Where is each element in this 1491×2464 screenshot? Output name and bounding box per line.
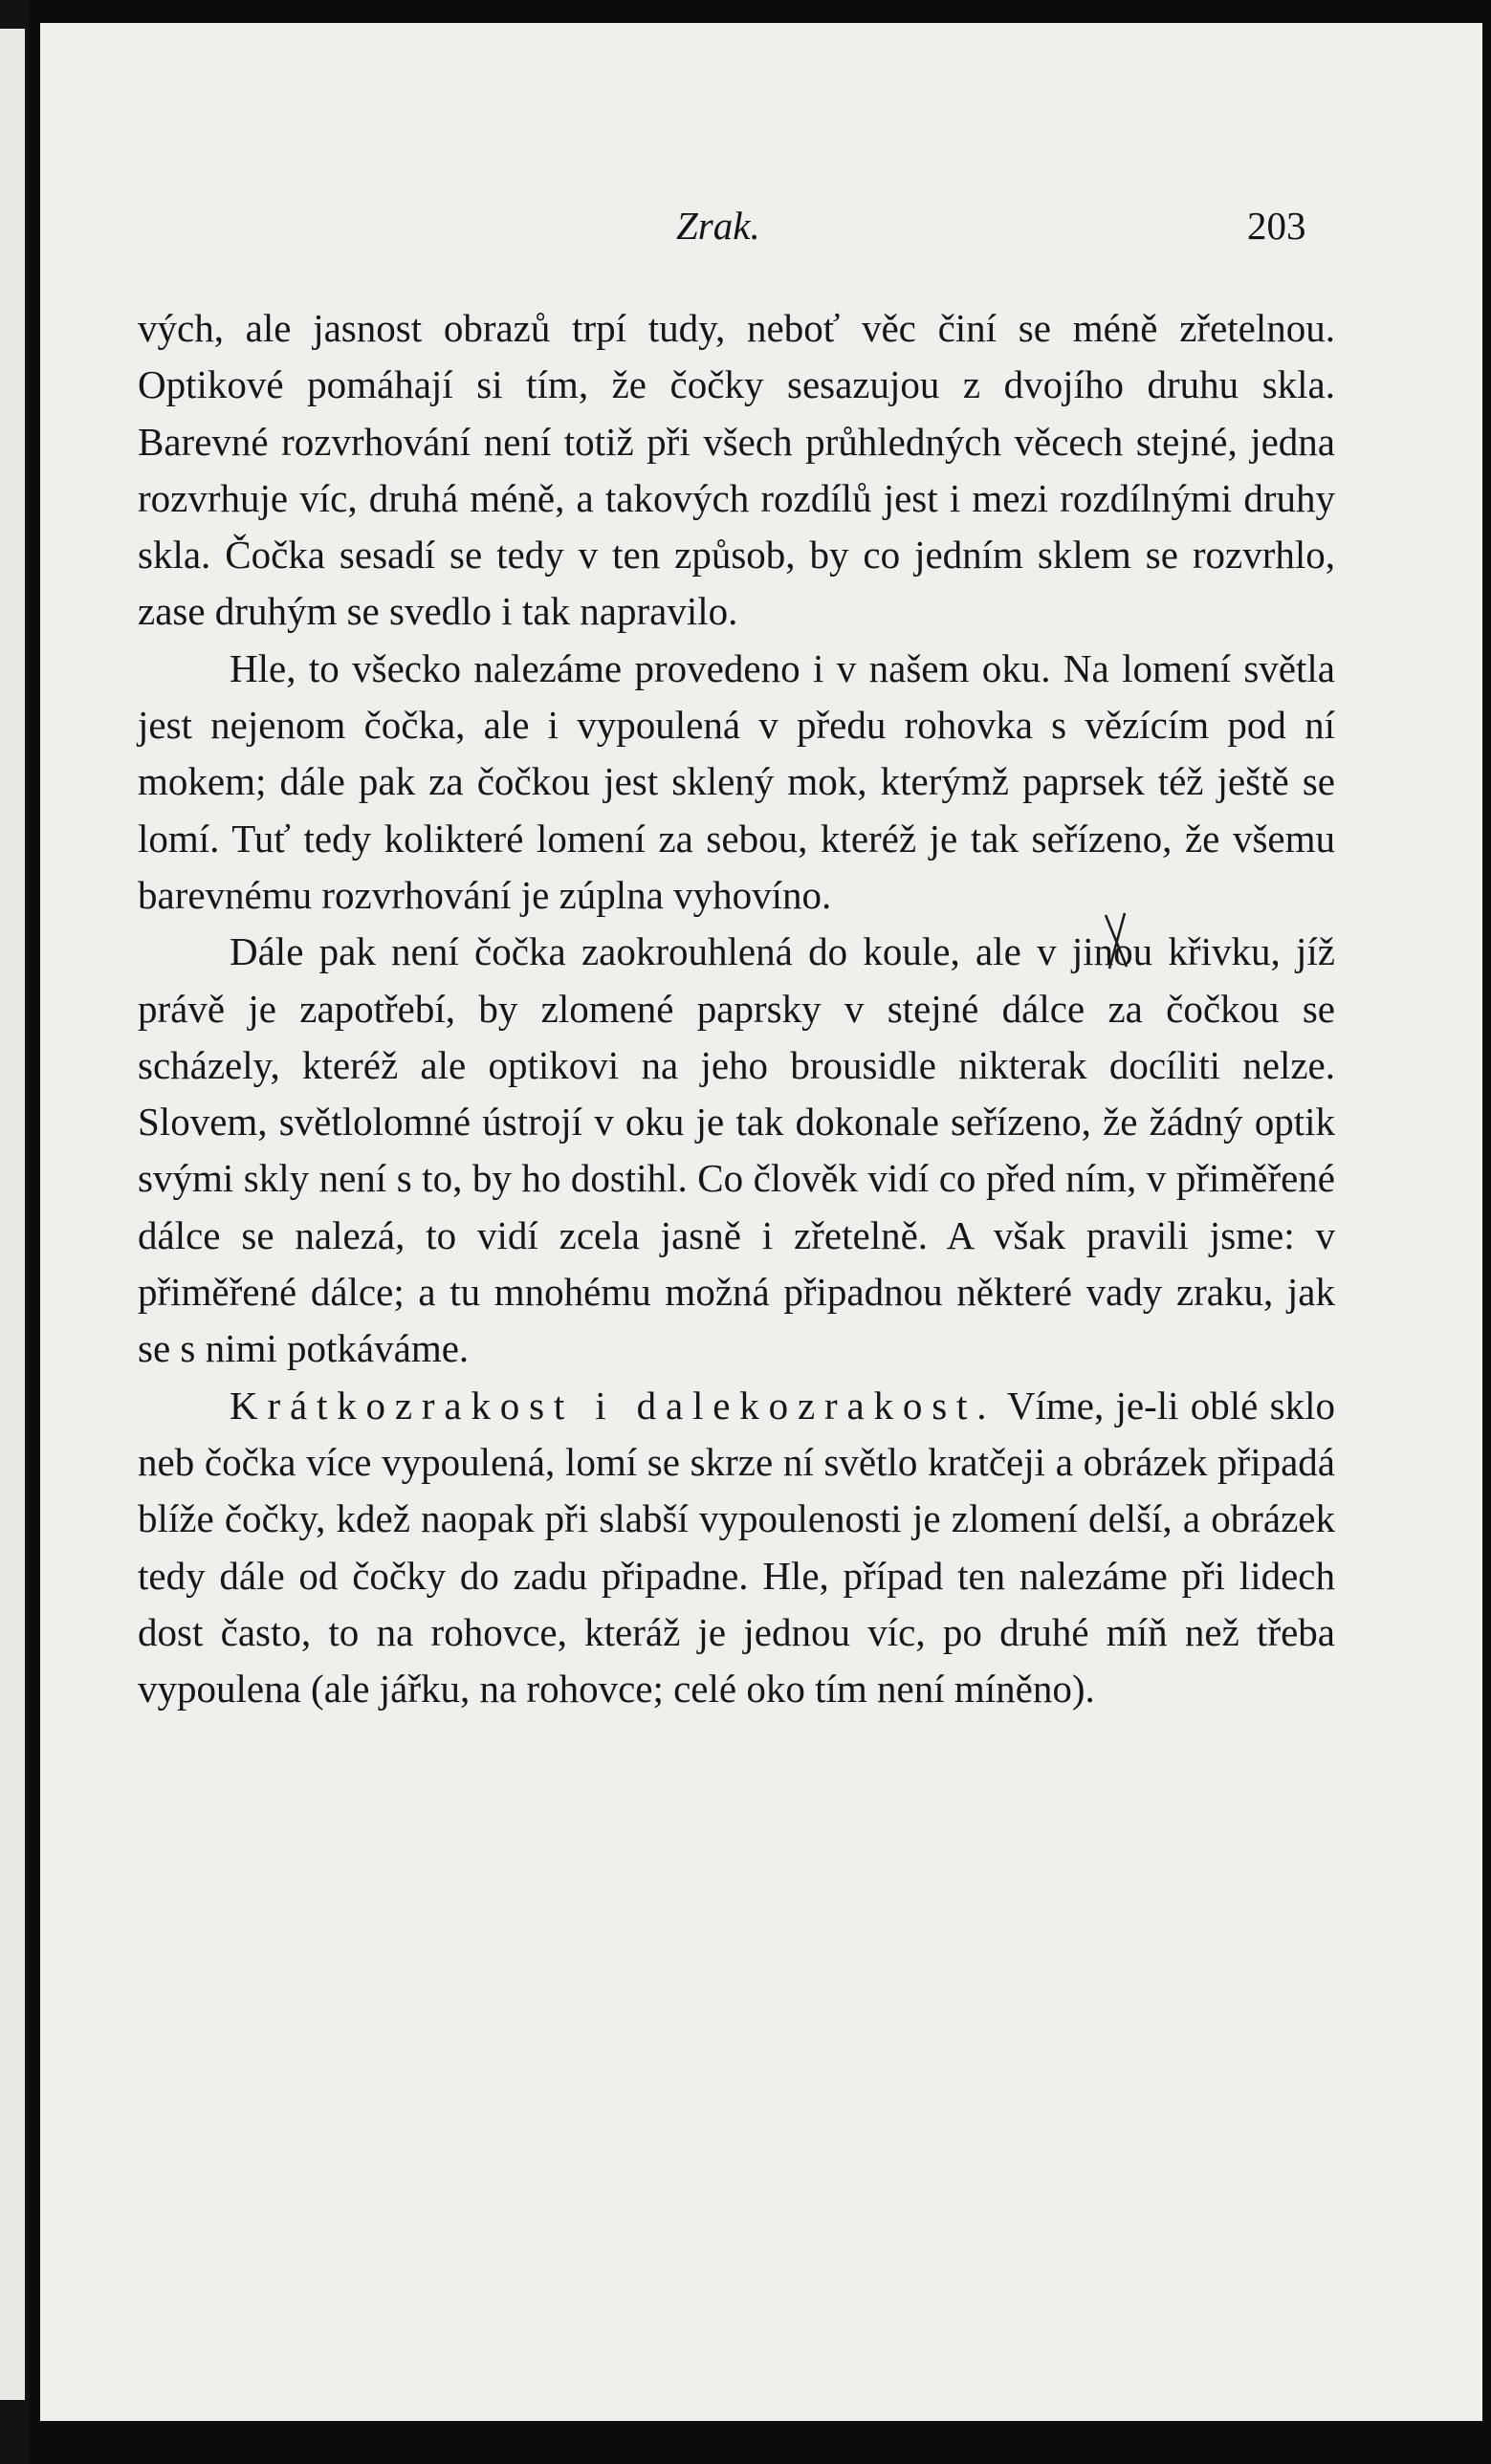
section-heading-krátkozrakost: Krátkozrakost i dalekozrakost.: [230, 1383, 997, 1428]
paragraph-3: Dále pak není čočka zaokrouhlená do koule, ale v jinou křivku, jíž právě je zapotřebí, by zlomené paprsky v stejné dálce za čočkou se scházely, kteréž ale optikovi na jeho brousidle nikterak docíliti nelze. Slovem, světlolomné ústrojí v oku je tak dokonale seřízeno, že žádný optik svými skly není s to, by ho dostihl. Co člověk vidí co před ním, v přiměřené dálce se nalezá, to vidí zcela jasně i zřetelně. A však pravili jsme: v přiměřené dálce; a tu mnohému možná připadnou některé vady zraku, jak se s nimi potkáváme.: [138, 929, 1335, 1371]
handwritten-strike-mark: [1102, 907, 1130, 974]
book-page: [40, 23, 1482, 2421]
previous-page-strip: [0, 29, 25, 2400]
running-title: Zrak.: [676, 204, 760, 248]
paragraph-4-text: Víme, je-li oblé sklo neb čočka více vypoulená, lomí se skrze ní světlo kratčeji a obrázek připadá blíže čočky, kdež naopak při slabší vypoulenosti je zlomení delší, a obrázek tedy dále od čočky do zadu připadne. Hle, případ ten nalezáme při lidech dost často, to na rohovce, kteráž je jednou víc, po druhé míň než třeba vypoulena (ale jářku, na rohovce; celé oko tím není míněno).: [138, 1383, 1335, 1712]
paragraph-2: Hle, to všecko nalezáme provedeno i v našem oku. Na lomení světla jest nejenom čočka, ale i vypoulená v předu rohovka s vězícím pod ní mokem; dále pak za čočkou jest sklený mok, kterýmž paprsek též ještě se lomí. Tuť tedy kolikteré lomení za sebou, kteréž je tak seřízeno, že všemu barevnému rozvrhování je zúplna vyhovíno.: [138, 645, 1335, 917]
page-number: 203: [1247, 204, 1306, 248]
page-header: [40, 203, 1482, 260]
paragraph-4: [138, 1378, 1335, 1718]
body-text: [138, 300, 1335, 1717]
paragraph-1: vých, ale jasnost obrazů trpí tudy, neboť věc činí se méně zřetelnou. Optikové pomáhají si tím, že čočky sesazujou z dvojího druhu skla. Barevné rozvrhování není totiž při všech průhledných věcech stejné, jedna rozvrhuje víc, druhá méně, a takových rozdílů jest i mezi rozdílnými druhy skla. Čočka sesadí se tedy v ten způsob, by co jedním sklem se rozvrhlo, zase druhým se svedlo i tak napravilo.: [138, 306, 1335, 634]
